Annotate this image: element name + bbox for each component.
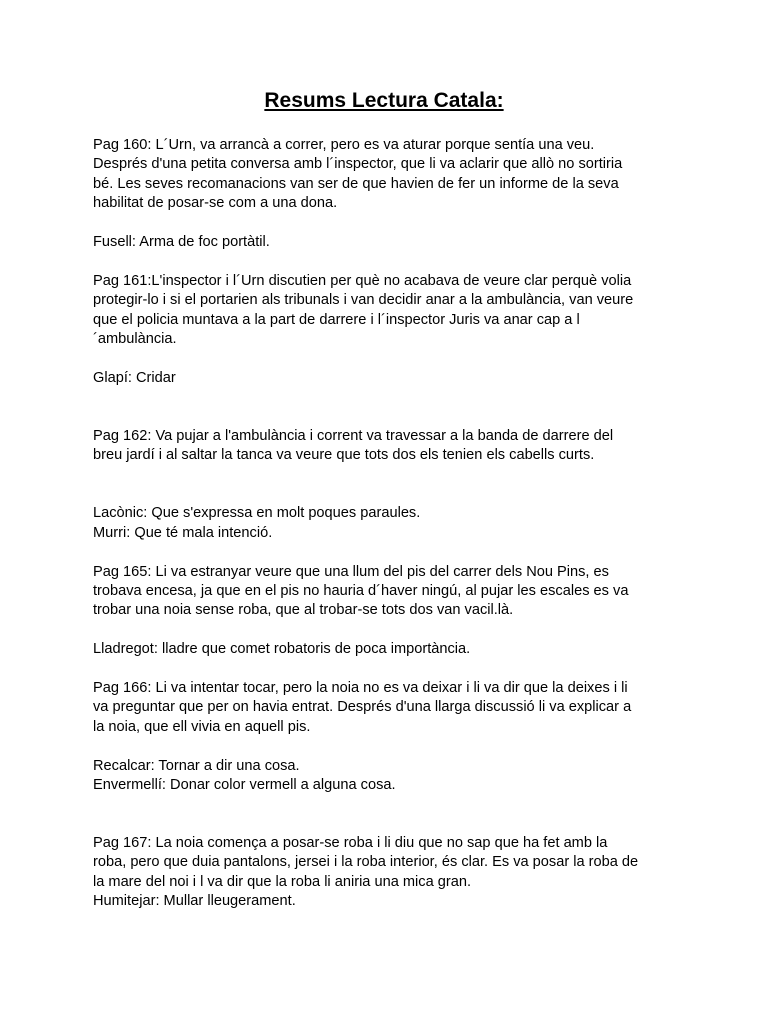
text-line: Pag 161:L'inspector i l´Urn discutien per què no acabava de veure clar perquè volia <box>93 272 632 289</box>
paragraph <box>93 679 693 737</box>
blank-line <box>93 252 693 271</box>
blank-line <box>93 388 693 407</box>
text-line: que el policia muntava a la part de darrere i l´inspector Juris va anar cap a l <box>93 311 580 328</box>
blank-line <box>93 660 693 679</box>
blank-line <box>93 795 693 814</box>
text-line: Pag 165: Li va estranyar veure que una llum del pis del carrer dels Nou Pins, es <box>93 563 609 580</box>
blank-line <box>93 466 693 485</box>
text-line: bé. Les seves recomanacions van ser de que havien de fer un informe de la seva <box>93 175 619 192</box>
blank-line <box>93 815 693 834</box>
paragraph <box>93 834 693 912</box>
blank-line <box>93 621 693 640</box>
text-line: Envermellí: Donar color vermell a alguna cosa. <box>93 776 396 793</box>
text-line: va preguntar que per on havia entrat. Després d'una llarga discussió li va explicar a <box>93 699 632 716</box>
paragraph <box>93 136 693 214</box>
document-title: Resums Lectura Catala: <box>264 89 504 112</box>
text-line: trobar una noia sense roba, que al trobar-se tots dos van vacil.là. <box>93 602 514 619</box>
text-line: Lacònic: Que s'expressa en molt poques paraules. <box>93 505 421 522</box>
text-line: Recalcar: Tornar a dir una cosa. <box>93 757 300 774</box>
paragraph <box>93 504 693 543</box>
text-line: Pag 160: L´Urn, va arrancà a correr, pero es va aturar porque sentía una veu. <box>93 137 595 153</box>
text-line: roba, pero que duia pantalons, jersei i la roba interior, és clar. Es va posar la roba de <box>93 854 639 871</box>
paragraph <box>93 233 693 252</box>
text-line: Pag 167: La noia comença a posar-se roba i li diu que no sap que ha fet amb la <box>93 835 608 852</box>
text-line: Murri: Que té mala intenció. <box>93 524 273 541</box>
text-line: Glapí: Cridar <box>93 369 176 386</box>
text-line: la mare del noi i l va dir que la roba li aniria una mica gran. <box>93 873 472 890</box>
text-line: trobava encesa, ja que en el pis no hauria d´haver ningú, al pujar les escales es va <box>93 582 629 599</box>
document-body <box>93 136 693 912</box>
text-line: Humitejar: Mullar lleugerament. <box>93 893 296 910</box>
text-line: Lladregot: lladre que comet robatoris de poca importància. <box>93 641 471 658</box>
paragraph <box>93 563 693 621</box>
blank-line <box>93 214 693 233</box>
paragraph <box>93 757 693 796</box>
blank-line <box>93 543 693 562</box>
text-line: Pag 162: Va pujar a l'ambulància i corrent va travessar a la banda de darrere del <box>93 427 614 444</box>
text-line: Pag 166: Li va intentar tocar, pero la noia no es va deixar i li va dir que la deixes i li <box>93 679 628 696</box>
text-line: ´ambulància. <box>93 330 177 347</box>
blank-line <box>93 407 693 426</box>
text-line: habilitat de posar-se com a una dona. <box>93 195 338 212</box>
text-line: Fusell: Arma de foc portàtil. <box>93 233 270 250</box>
blank-line <box>93 737 693 756</box>
paragraph <box>93 427 693 466</box>
paragraph <box>93 272 693 350</box>
paragraph <box>93 369 693 388</box>
blank-line <box>93 349 693 368</box>
text-line: la noia, que ell vivia en aquell pis. <box>93 718 311 735</box>
text-line: breu jardí i al saltar la tanca va veure que tots dos els tenien els cabells curts. <box>93 447 595 464</box>
text-line: protegir-lo i si el portarien als tribunals i van decidir anar a la ambulància, van veure <box>93 292 634 309</box>
paragraph <box>93 640 693 659</box>
blank-line <box>93 485 693 504</box>
text-line: Després d'una petita conversa amb l´inspector, que li va aclarir que allò no sortiria <box>93 156 623 173</box>
